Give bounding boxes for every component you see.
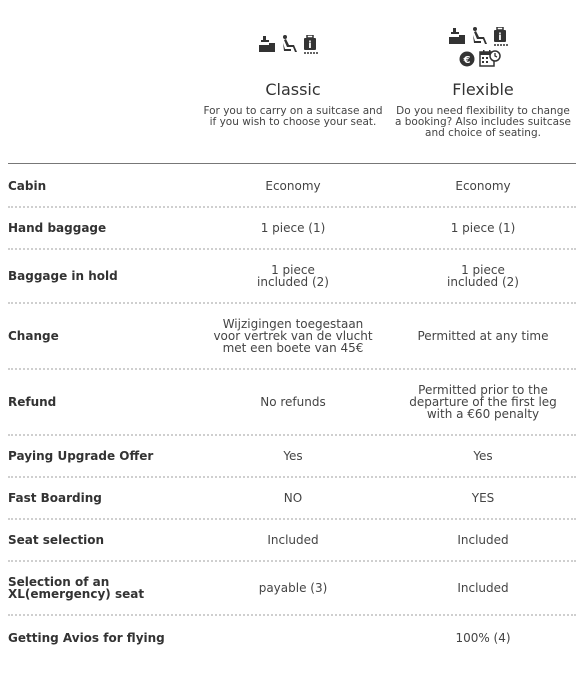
table-row-baggage-in-hold xyxy=(8,250,576,304)
fare-column-flexible xyxy=(388,0,576,139)
cell-classic xyxy=(198,208,388,248)
cell-flexible xyxy=(388,520,576,560)
cell-flexible-text: 100% (4) xyxy=(455,631,511,645)
svg-text:i: i xyxy=(308,40,312,51)
baggage-info-icon xyxy=(302,35,320,55)
cell-classic xyxy=(198,250,388,302)
baggage-info-icon xyxy=(492,27,510,47)
row-label: Fast Boarding xyxy=(8,491,102,505)
row-label: Paying Upgrade Offer xyxy=(8,449,154,463)
row-label: Cabin xyxy=(8,179,47,193)
cell-flexible xyxy=(388,250,576,302)
seat-icon xyxy=(282,35,298,53)
cell-flexible-text: Permitted at any time xyxy=(417,329,549,343)
row-label: Selection of an XL(emergency) seat xyxy=(8,575,145,601)
cell-classic-text: 1 piece included (2) xyxy=(257,263,329,289)
cell-flexible xyxy=(388,478,576,518)
cell-classic-text: Yes xyxy=(283,449,303,463)
row-label: Baggage in hold xyxy=(8,269,118,283)
cell-classic xyxy=(198,616,388,660)
row-label: Hand baggage xyxy=(8,221,107,235)
cell-flexible-text: Included xyxy=(457,581,509,595)
cell-classic-text: No refunds xyxy=(260,395,326,409)
cell-classic-text: Included xyxy=(267,533,319,547)
table-row-seat-selection xyxy=(8,520,576,562)
cell-flexible xyxy=(388,562,576,614)
svg-text:€: € xyxy=(463,55,471,66)
cell-flexible-text: Permitted prior to the departure of the first leg with a €60 penalty xyxy=(409,383,557,421)
calendar-clock-icon xyxy=(479,49,501,68)
table-row-hand-baggage xyxy=(8,208,576,250)
cell-classic-text: NO xyxy=(283,491,303,505)
cell-classic-text: Wijzigingen toegestaan voor vertrek van de vlucht met een boete van 45€ xyxy=(213,317,373,355)
cell-flexible-text: 1 piece included (2) xyxy=(447,263,519,289)
row-label: Getting Avios for flying xyxy=(8,631,165,645)
table-row-cabin xyxy=(8,166,576,208)
cell-classic xyxy=(198,478,388,518)
fare-title-classic: Classic xyxy=(265,80,321,99)
cell-classic xyxy=(198,436,388,476)
table-row-refund xyxy=(8,370,576,436)
cell-flexible-text: Included xyxy=(457,533,509,547)
euro-coin-icon xyxy=(459,51,475,67)
svg-text:i: i xyxy=(498,32,502,43)
row-label: Refund xyxy=(8,395,57,409)
check-in-desk-icon xyxy=(449,28,466,45)
table-row-xl-seat-selection xyxy=(8,562,576,616)
cell-classic xyxy=(198,520,388,560)
cell-flexible xyxy=(388,616,576,660)
table-row-change xyxy=(8,304,576,370)
cell-classic xyxy=(198,304,388,368)
fare-title-flexible: Flexible xyxy=(452,80,514,99)
cell-flexible-text: 1 piece (1) xyxy=(450,221,516,235)
fare-column-classic xyxy=(198,0,388,128)
cell-flexible xyxy=(388,436,576,476)
cell-flexible-text: YES xyxy=(471,491,495,505)
table-row-getting-avios xyxy=(8,616,576,660)
cell-classic xyxy=(198,370,388,434)
row-label: Seat selection xyxy=(8,533,105,547)
fare-description-classic: For you to carry on a suitcase and if you wish to choose your seat. xyxy=(203,105,383,128)
cell-classic-text: 1 piece (1) xyxy=(260,221,326,235)
cell-flexible xyxy=(388,304,576,368)
fare-icons-classic xyxy=(198,0,388,51)
cell-classic xyxy=(198,166,388,206)
cell-flexible-text: Economy xyxy=(455,179,511,193)
fare-icons-flexible xyxy=(388,0,576,66)
seat-icon xyxy=(472,27,488,45)
cell-flexible xyxy=(388,370,576,434)
fare-description-flexible: Do you need flexibility to change a booking? Also includes suitcase and choice of seating. xyxy=(395,105,571,139)
table-row-fast-boarding xyxy=(8,478,576,520)
cell-classic-text: Economy xyxy=(265,179,321,193)
cell-classic-text: payable (3) xyxy=(258,581,328,595)
table-row-paying-upgrade-offer xyxy=(8,436,576,478)
cell-flexible-text: Yes xyxy=(473,449,493,463)
fare-header xyxy=(0,0,576,160)
cell-flexible xyxy=(388,166,576,206)
check-in-desk-icon xyxy=(259,36,276,53)
cell-classic xyxy=(198,562,388,614)
header-divider xyxy=(8,163,576,164)
row-label: Change xyxy=(8,329,59,343)
cell-flexible xyxy=(388,208,576,248)
